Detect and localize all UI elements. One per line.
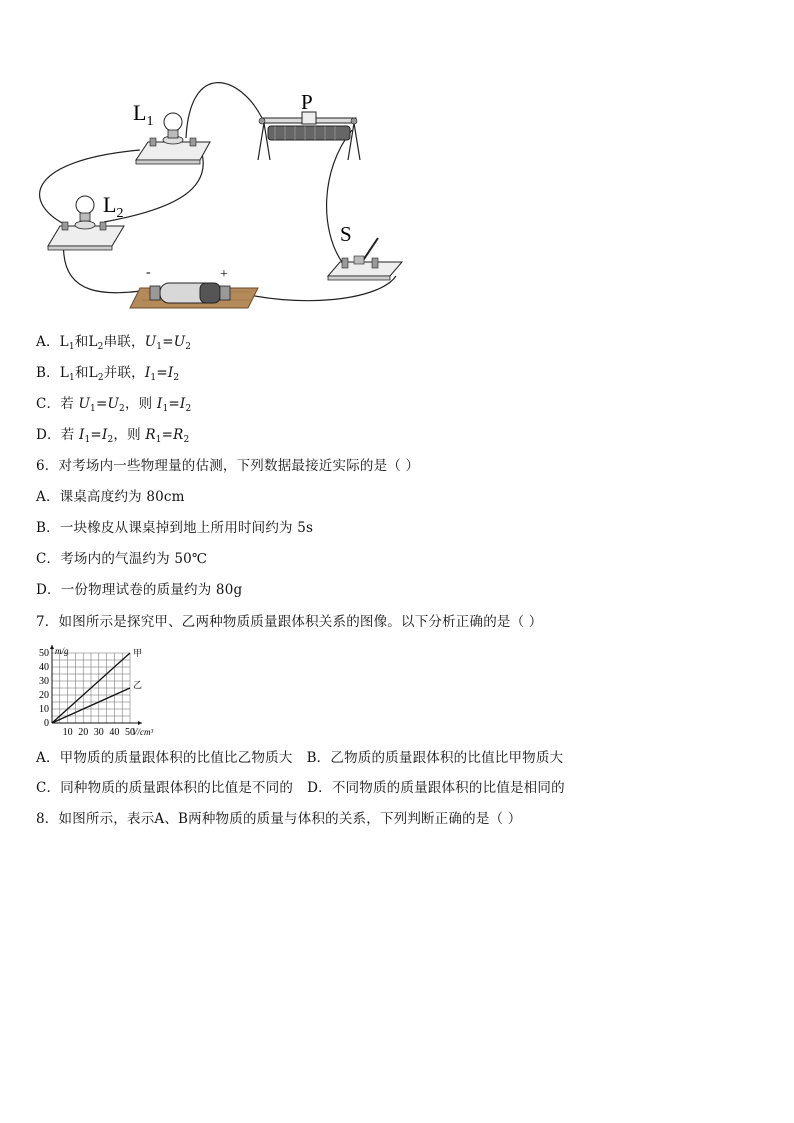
y-tick-label: 40 <box>39 662 49 673</box>
battery-plus-label: + <box>220 267 228 282</box>
y-axis-label: m/g <box>55 646 69 656</box>
q7-stem: 7．如图所示是探究甲、乙两种物质质量跟体积关系的图像。以下分析正确的是（ ） <box>36 614 543 630</box>
q7-option-c: C．同种物质的质量跟体积的比值是不同的 <box>36 780 294 796</box>
x-axis-arrow <box>138 721 142 725</box>
q5-option-b: B．$L_1$和$L_2$并联，$I_1=I_2$ <box>36 365 180 383</box>
x-tick-label: 50 <box>125 727 135 737</box>
series-label-2: 乙 <box>133 680 143 690</box>
battery <box>130 283 258 308</box>
label-l2: $L_2$ <box>103 192 124 221</box>
x-tick-label: 10 <box>62 727 73 737</box>
x-axis-label: V/cm³ <box>132 727 154 737</box>
q6-option-d: D．一份物理试卷的质量约为 80g <box>36 582 243 598</box>
x-tick-label: 20 <box>78 727 89 737</box>
label-s: S <box>340 222 352 246</box>
y-tick-label: 50 <box>39 648 49 659</box>
y-axis-arrow <box>50 645 54 649</box>
q7-options-row-2 <box>36 779 565 797</box>
label-p: P <box>301 90 313 114</box>
mass-volume-chart <box>34 645 174 737</box>
q6-option-a: A．课桌高度约为 80cm <box>36 489 185 505</box>
q6-option-c: C．考场内的气温约为 50℃ <box>36 551 208 567</box>
x-tick-label: 40 <box>109 727 120 737</box>
y-tick-label: 20 <box>39 690 49 701</box>
circuit-diagram <box>0 0 794 320</box>
q6-option-b: B．一块橡皮从课桌掉到地上所用时间约为 5s <box>36 520 314 536</box>
q5-option-c: C．若 $U_1=U_2$，则 $I_1=I_2$ <box>36 396 192 414</box>
y-tick-label: 10 <box>39 704 49 715</box>
q5-option-d: D．若 $I_1=I_2$，则 $R_1=R_2$ <box>36 427 190 445</box>
q7-options-row-1 <box>36 749 563 767</box>
q5-option-a: A．$L_1$和$L_2$串联，$U_1=U_2$ <box>36 334 192 352</box>
series-label-1: 甲 <box>133 648 143 658</box>
wire-l1-to-rheostat <box>186 83 262 138</box>
q7-option-d: D．不同物质的质量跟体积的比值是相同的 <box>307 780 565 796</box>
rheostat-p <box>258 112 360 160</box>
y-tick-label: 0 <box>44 718 49 729</box>
q7-option-a: A．甲物质的质量跟体积的比值比乙物质大 <box>36 750 293 766</box>
label-l1: $L_1$ <box>133 100 154 129</box>
battery-minus-label: - <box>146 265 151 280</box>
q8-stem: 8．如图所示，表示A、B两种物质的质量与体积的关系，下列判断正确的是（ ） <box>36 811 522 827</box>
x-tick-label: 30 <box>93 727 104 737</box>
q6-stem: 6．对考场内一些物理量的估测，下列数据最接近实际的是（ ） <box>36 458 420 474</box>
q7-option-b: B．乙物质的质量跟体积的比值比甲物质大 <box>306 750 564 766</box>
y-tick-label: 30 <box>39 676 49 687</box>
